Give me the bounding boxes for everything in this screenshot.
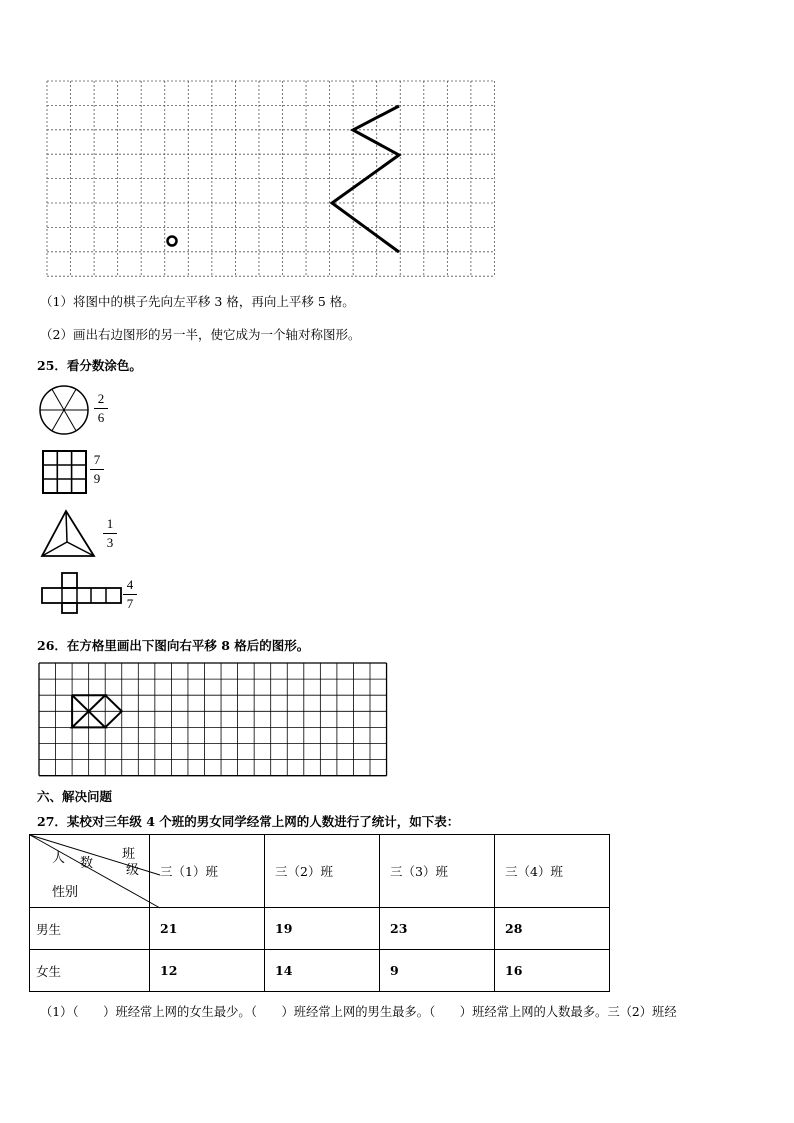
table-cell: 23 xyxy=(380,908,495,950)
table-header-row xyxy=(30,835,610,908)
stats-table xyxy=(29,834,610,992)
row-label: 男生 xyxy=(30,908,150,950)
table-cell: 14 xyxy=(265,950,380,992)
header-ren: 人 xyxy=(52,851,66,866)
header-ban: 班 xyxy=(122,847,136,862)
table-cell: 9 xyxy=(380,950,495,992)
q27-question-1: （1）（ ）班经常上网的女生最少。（ ）班经常上网的男生最多。（ ）班经常上网的人数最多。三（2）班经 xyxy=(40,1005,677,1019)
fraction-4-7: 4 7 xyxy=(123,578,137,611)
fraction-2-6: 2 6 xyxy=(94,392,108,425)
section-6-title: 六、解决问题 xyxy=(37,789,113,804)
table-cell: 16 xyxy=(495,950,610,992)
column-header: 三（4）班 xyxy=(495,835,610,908)
table-row xyxy=(30,950,610,992)
column-header: 三（3）班 xyxy=(380,835,495,908)
diagonal-header-cell xyxy=(30,835,150,908)
header-ji: 级 xyxy=(126,863,140,878)
column-header: 三（2）班 xyxy=(265,835,380,908)
table-cell: 12 xyxy=(150,950,265,992)
column-header: 三（1）班 xyxy=(150,835,265,908)
fraction-1-3: 1 3 xyxy=(103,517,117,550)
table-cell: 28 xyxy=(495,908,610,950)
header-shu: 数 xyxy=(80,856,94,871)
q25-title: 25．看分数涂色。 xyxy=(37,358,142,373)
q24-task-2: （2）画出右边图形的另一半，使它成为一个轴对称图形。 xyxy=(40,327,361,342)
header-xingbie: 性别 xyxy=(52,885,79,900)
q26-title: 26．在方格里画出下图向右平移 8 格后的图形。 xyxy=(37,638,310,653)
q24-task-1: （1）将图中的棋子先向左平移 3 格，再向上平移 5 格。 xyxy=(40,294,355,309)
table-row xyxy=(30,908,610,950)
fraction-7-9: 7 9 xyxy=(90,453,104,486)
row-label: 女生 xyxy=(30,950,150,992)
q27-title: 27．某校对三年级 4 个班的男女同学经常上网的人数进行了统计，如下表： xyxy=(37,814,460,829)
table-cell: 21 xyxy=(150,908,265,950)
table-cell: 19 xyxy=(265,908,380,950)
